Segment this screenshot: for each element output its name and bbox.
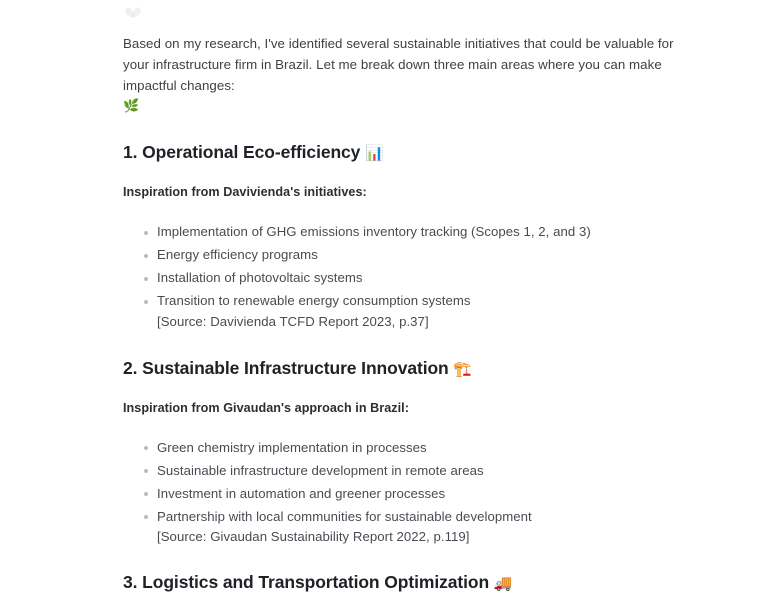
list-item-text: Installation of photovoltaic systems xyxy=(157,270,363,285)
list-item-source: [Source: Givaudan Sustainability Report 2022, p.119] xyxy=(157,529,470,544)
section-2-bullet-list xyxy=(123,437,703,546)
truck-icon: 🚚 xyxy=(493,575,513,592)
section-1-bullet-list xyxy=(123,221,703,330)
section-heading-3-text: 3. Logistics and Transportation Optimization xyxy=(123,572,490,592)
section-heading-2 xyxy=(123,356,703,382)
list-item xyxy=(123,437,703,460)
list-item xyxy=(123,506,703,546)
section-heading-3 xyxy=(123,570,703,596)
section-1-subheading: Inspiration from Davivienda's initiatives: xyxy=(123,185,367,199)
list-item xyxy=(123,244,703,267)
butterfly-icon xyxy=(123,4,143,24)
list-item-text: Investment in automation and greener processes xyxy=(157,485,446,501)
list-item-text: Partnership with local communities for sustainable development xyxy=(157,508,532,524)
list-item xyxy=(123,267,703,290)
list-item-text: Green chemistry implementation in processes xyxy=(157,439,427,455)
list-item xyxy=(123,483,703,506)
section-heading-1-text: 1. Operational Eco-efficiency xyxy=(123,142,361,162)
section-heading-2-text: 2. Sustainable Infrastructure Innovation xyxy=(123,357,449,378)
assistant-message-body xyxy=(123,0,703,596)
intro-paragraph: Based on my research, I've identified several sustainable initiatives that could be valuable for your infrastructure firm in Brazil. Let me break down three main areas where you can make impactful changes: xyxy=(123,36,674,93)
section-heading-1 xyxy=(123,140,703,166)
list-item-text: Energy efficiency programs xyxy=(157,247,318,262)
list-item xyxy=(123,290,703,330)
leaf-emoji: 🌿 xyxy=(123,98,140,113)
building-construction-icon: 🏗️ xyxy=(453,360,473,378)
list-item-text: Sustainable infrastructure development in remote areas xyxy=(157,462,484,478)
section-2-subheading: Inspiration from Givaudan's approach in Brazil: xyxy=(123,400,409,415)
list-item xyxy=(123,221,703,244)
list-item-text: Transition to renewable energy consumption systems xyxy=(157,293,471,308)
list-item xyxy=(123,460,703,483)
list-item-source: [Source: Davivienda TCFD Report 2023, p.37] xyxy=(157,313,429,329)
list-item-text: Implementation of GHG emissions inventory tracking (Scopes 1, 2, and 3) xyxy=(157,224,591,239)
bar-chart-icon: 📊 xyxy=(365,145,384,162)
